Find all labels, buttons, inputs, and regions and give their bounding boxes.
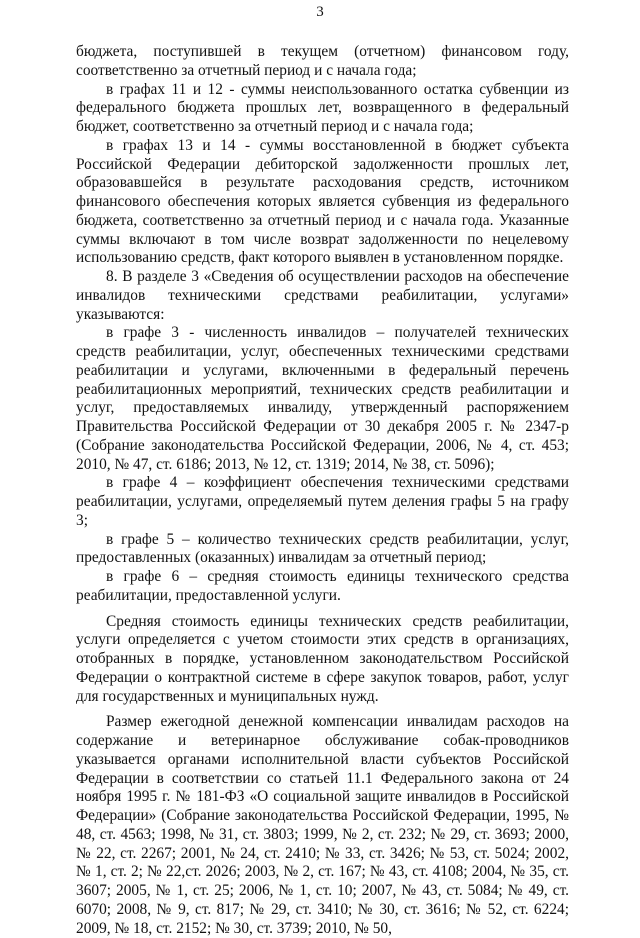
page-number: 3: [316, 4, 324, 20]
paragraph-average-cost: Средняя стоимость единицы технических средств реабилитации, услуги определяется с учетом стоимости этих средств в организациях, отобранных в порядке, установленном законодательством Российской Федерации о контрактной системе в сфере закупок товаров, работ, услуг для государственных и муниципальных нужд.: [76, 612, 569, 705]
paragraph-columns-13-14: в графах 13 и 14 - суммы восстановленной в бюджет субъекта Российской Федерации дебиторской задолженности прошлых лет, образовавшейся в результате расходования средств, источником финансового обеспечения которых является субвенция из федерального бюджета, соответственно за отчетный период и с начала года. Указанные суммы включают в том числе возврат задолженности по нецелевому использованию средств, факт которого выявлен в установленном порядке.: [76, 136, 569, 267]
paragraph-guide-dog-compensation: Размер ежегодной денежной компенсации инвалидам расходов на содержание и ветеринарное обслуживание собак-проводников указывается органами исполнительной власти субъектов Российской Федерации в соответствии со статьей 11.1 Федерального закона от 24 ноября 1995 г. № 181-ФЗ «О социальной защите инвалидов в Российской Федерации» (Собрание законодательства Российской Федерации, 1995, № 48, ст. 4563; 1998, № 31, ст. 3803; 1999, № 2, ст. 232; № 29, ст. 3693; 2000, № 22, ст. 2267; 2001, № 24, ст. 2410; № 33, ст. 3426; № 53, ст. 5024; 2002, № 1, ст. 2; № 22,ст. 2026; 2003, № 2, ст. 167; № 43, ст. 4108; 2004, № 35, ст. 3607; 2005, № 1, ст. 25; 2006, № 1, ст. 10; 2007, № 43, ст. 5084; № 49, ст. 6070; 2008, № 9, ст. 817; № 29, ст. 3410; № 30, ст. 3616; № 52, ст. 6224; 2009, № 18, ст. 2152; № 30, ст. 3739; 2010, № 50,: [76, 713, 569, 937]
paragraph-column-5: в графе 5 – количество технических средств реабилитации, услуг, предоставленных (оказанных) инвалидам за отчетный период;: [76, 530, 569, 567]
paragraph-budget-continuation: бюджета, поступившей в текущем (отчетном) финансовом году, соответственно за отчетный период и с начала года;: [76, 43, 569, 79]
paragraph-column-4: в графе 4 – коэффициент обеспечения техническими средствами реабилитации, услугами, определяемый путем деления графы 5 на графу 3;: [76, 474, 569, 529]
document-body: [76, 43, 569, 938]
paragraph-columns-11-12: в графах 11 и 12 - суммы неиспользованного остатка субвенции из федерального бюджета прошлых лет, возвращенного в федеральный бюджет, соответственно за отчетный период и с начала года;: [76, 80, 569, 135]
paragraph-column-6: в графе 6 – средняя стоимость единицы технического средства реабилитации, предоставленной услуги.: [76, 568, 569, 604]
paragraph-column-3: в графе 3 - численность инвалидов – получателей технических средств реабилитации, услуг, обеспеченных техническими средствами реабилитации и услугами, включенными в федеральный перечень реабилитационных мероприятий, технических средств реабилитации и услуг, предоставляемых инвалиду, утвержденный распоряжением Правительства Российской Федерации от 30 декабря 2005 г. № 2347-р (Собрание законодательства Российской Федерации, 2006, № 4, ст. 453; 2010, № 47, ст. 6186; 2013, № 12, ст. 1319; 2014, № 38, ст. 5096);: [76, 324, 569, 473]
paragraph-section-3-intro: 8. В разделе 3 «Сведения об осуществлении расходов на обеспечение инвалидов техническими средствами реабилитации, услугами» указываются:: [76, 268, 569, 323]
